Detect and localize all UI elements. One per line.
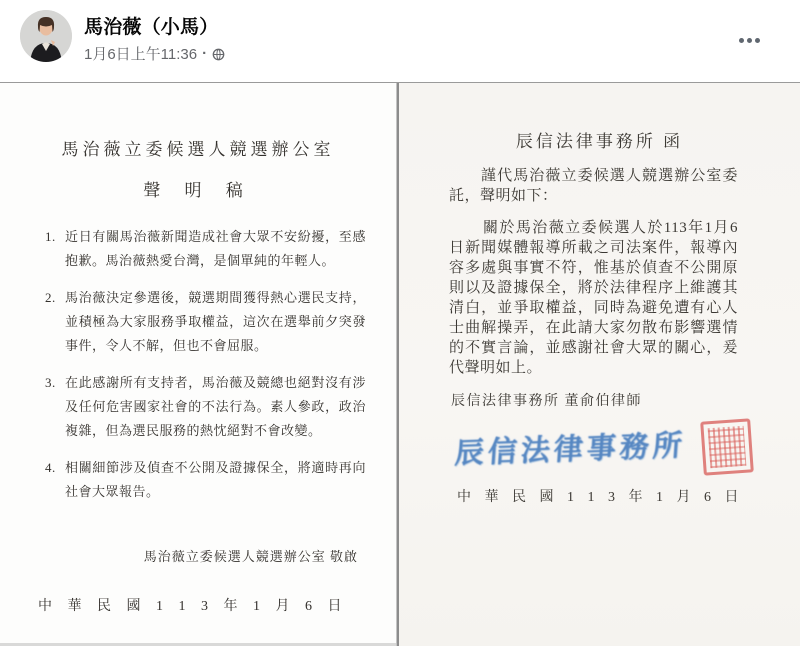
letter-intro: 謹代馬治薇立委候選人競選辦公室委託，聲明如下： — [449, 168, 738, 204]
post-meta — [84, 43, 225, 64]
avatar-photo — [20, 10, 72, 62]
statement-item: 4. 相關細節涉及偵查不公開及證據保全，將適時再向社會大眾報告。 — [45, 460, 366, 499]
red-seal-stamp — [700, 418, 754, 475]
letter-stamps — [455, 418, 800, 476]
avatar[interactable] — [20, 10, 72, 62]
meta-separator: · — [202, 45, 208, 62]
post-header — [0, 0, 800, 82]
photo-campaign-statement[interactable] — [0, 83, 397, 646]
seal-glyphs — [708, 426, 747, 468]
statement-title: 馬治薇立委候選人競選辦公室 — [61, 140, 335, 159]
statement-date: 中 華 民 國 1 1 3 年 1 月 6 日 — [38, 599, 348, 614]
statement-item: 3. 在此感謝所有支持者，馬治薇及競總也絕對沒有涉及任何危害國家社會的不法行為。素人參政，政治複雜，但為選民服務的熱忱絕對不會改變。 — [45, 375, 366, 438]
statement-item: 1. 近日有關馬治薇新聞造成社會大眾不安紛擾，至感抱歉。馬治薇熱愛台灣，是個單純的年輕人。 — [45, 229, 366, 268]
ellipsis-icon — [739, 38, 744, 43]
more-options-button[interactable] — [731, 28, 767, 52]
lawfirm-name-stamp: 辰信法律事務所 — [453, 429, 687, 470]
statement-signoff: 馬治薇立委候選人競選辦公室 敬啟 — [143, 549, 358, 564]
statement-subtitle: 聲 明 稿 — [143, 181, 253, 200]
photo-lawfirm-letter[interactable] — [397, 83, 800, 646]
author-name[interactable]: 馬治薇（小馬） — [84, 17, 219, 38]
letter-date: 中 華 民 國 1 1 3 年 1 月 6 日 — [457, 490, 744, 505]
post-timestamp[interactable]: 1月6日上午11:36 — [84, 46, 198, 63]
statement-list — [45, 225, 366, 504]
letter-signature: 辰信法律事務所 董俞伯律師 — [451, 394, 642, 409]
post-photo-attachment — [0, 82, 800, 646]
letter-body: 關於馬治薇立委候選人於113年1月6日新聞媒體報導所載之司法案件，報導內容多處與事實不符，惟基於偵查不公開原則以及證據保全，將於法律程序上維護其清白，並爭取權益，同時為避免遭有心人士曲解操弄，在此請大家勿散布影響選情的不實言論，並感謝社會大眾的關心，爰代聲明如上。 — [449, 220, 738, 376]
statement-item: 2. 馬治薇決定參選後，競選期間獲得熱心選民支持，並積極為大家服務爭取權益，這次在選舉前夕突發事件，令人不解，但也不會屈服。 — [45, 290, 366, 353]
globe-icon — [212, 48, 225, 61]
letter-title: 辰信法律事務所 函 — [515, 132, 684, 151]
